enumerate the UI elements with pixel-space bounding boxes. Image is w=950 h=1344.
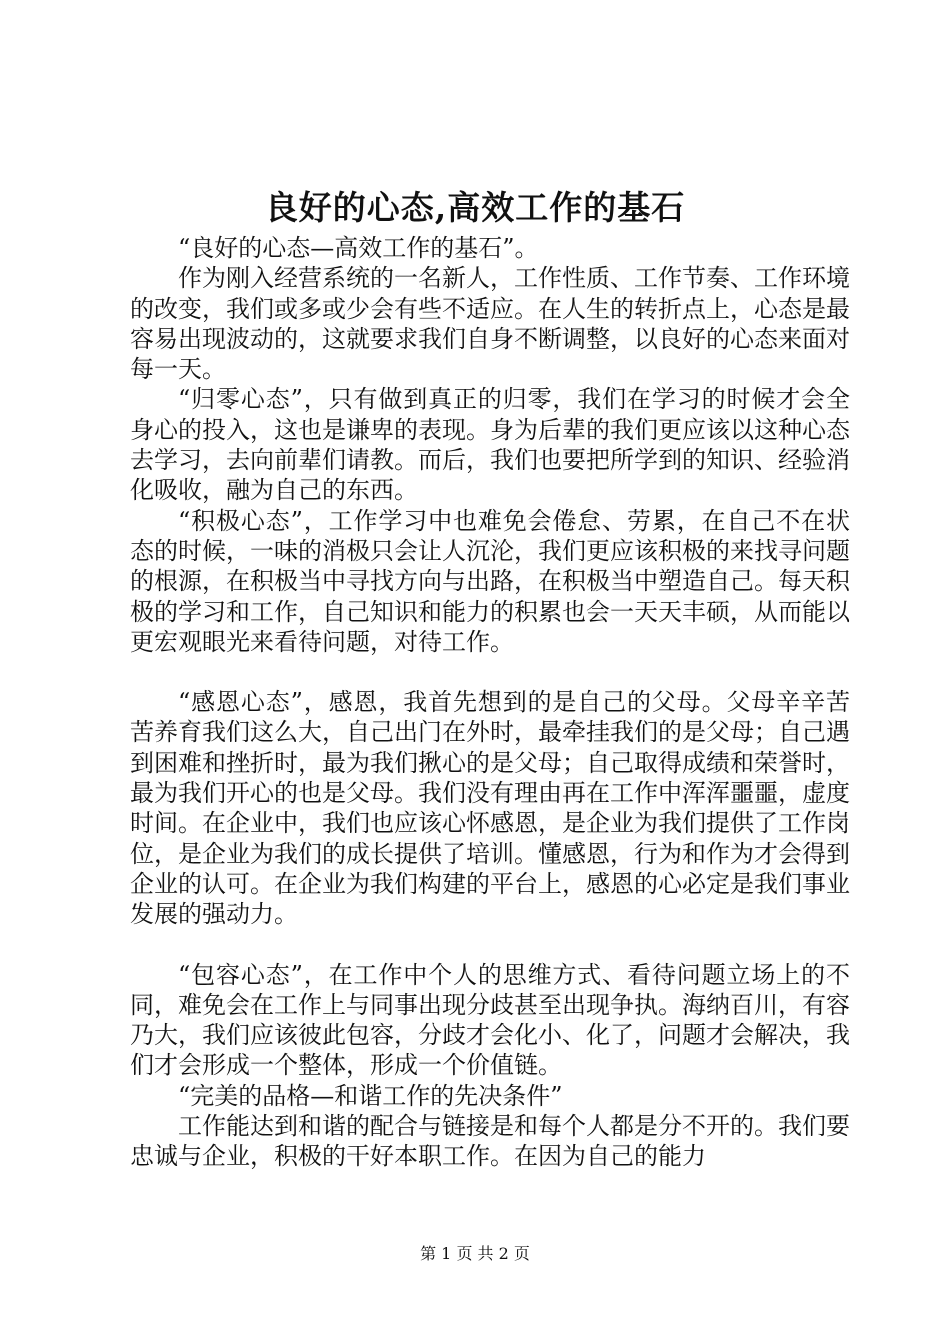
document-title: 良好的心态,高效工作的基石 (264, 188, 686, 227)
body-paragraph: 工作能达到和谐的配合与链接是和每个人都是分不开的。我们要忠诚与企业，积极的干好本职工作。在因为自己的能力 (130, 1112, 850, 1171)
body-paragraph: “感恩心态”，感恩，我首先想到的是自己的父母。父母辛辛苦苦养育我们这么大，自己出门在外时，最牵挂我们的是父母；自己遇到困难和挫折时，最为我们揪心的是父母；自己取得成绩和荣誉时，最为我们开心的也是父母。我们没有理由再在工作中浑浑噩噩，虚度时间。在企业中，我们也应该心怀感恩，是企业为我们提供了工作岗位，是企业为我们的成长提供了培训。懂感恩，行为和作为才会得到企业的认可。在企业为我们构建的平台上，感恩的心必定是我们事业发展的强动力。 (130, 688, 850, 929)
body-paragraph: “包容心态”，在工作中个人的思维方式、看待问题立场上的不同，难免会在工作上与同事出现分歧甚至出现争执。海纳百川，有容乃大，我们应该彼此包容，分歧才会化小、化了，问题才会解决，我们才会形成一个整体，形成一个价值链。 (130, 960, 850, 1080)
body-paragraph: 作为刚入经营系统的一名新人，工作性质、工作节奏、工作环境的改变，我们或多或少会有些不适应。在人生的转折点上，心态是最容易出现波动的，这就要求我们自身不断调整，以良好的心态来面对每一天。 (130, 264, 850, 384)
body-paragraph: “归零心态”，只有做到真正的归零，我们在学习的时候才会全身心的投入，这也是谦卑的表现。身为后辈的我们更应该以这种心态去学习，去向前辈们请教。而后，我们也要把所学到的知识、经验消化吸收，融为自己的东西。 (130, 385, 850, 505)
section-heading: “完美的品格—和谐工作的先决条件” (178, 1081, 563, 1110)
page-footer: 第 1 页 共 2 页 (420, 1244, 530, 1263)
body-paragraph: “良好的心态—高效工作的基石”。 (178, 234, 539, 262)
document-body (130, 233, 850, 1172)
body-paragraph: “积极心态”，工作学习中也难免会倦怠、劳累，在自己不在状态的时候，一味的消极只会让人沉沦，我们更应该积极的来找寻问题的根源，在积极当中寻找方向与出路，在积极当中塑造自己。每天积极的学习和工作，自己知识和能力的积累也会一天天丰硕，从而能以更宏观眼光来看待问题，对待工作。 (130, 506, 850, 656)
